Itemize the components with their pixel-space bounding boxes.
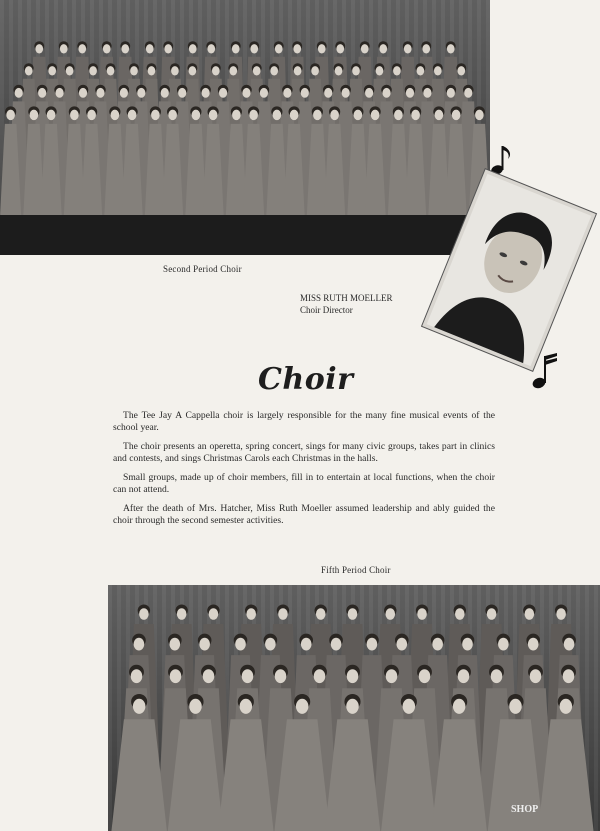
fifth-period-choir-photo <box>108 585 600 831</box>
paragraph: The Tee Jay A Cappella choir is largely responsible for the many fine musical events of the school year. <box>113 410 495 433</box>
footer-mark: SHOP <box>511 804 539 815</box>
page-title: Choir <box>258 362 354 397</box>
fifth-period-caption: Fifth Period Choir <box>321 565 391 575</box>
paragraph: The choir presents an operetta, spring concert, sings for many civic groups, takes part in clinics and contests, and sings Christmas Carols each Christmas in the halls. <box>113 441 495 464</box>
paragraph: Small groups, made up of choir members, fill in to entertain at local functions, when the choir can not attend. <box>113 472 495 495</box>
director-credit <box>300 292 393 316</box>
paragraph: After the death of Mrs. Hatcher, Miss Ruth Moeller assumed leadership and ably guided the choir through the second semester activities. <box>113 503 495 526</box>
director-name: MISS RUTH MOELLER <box>300 293 393 303</box>
second-period-caption: Second Period Choir <box>163 264 242 274</box>
director-role: Choir Director <box>300 305 353 315</box>
second-period-choir-photo <box>0 0 490 255</box>
director-portrait <box>421 163 598 378</box>
body-text <box>113 410 495 534</box>
